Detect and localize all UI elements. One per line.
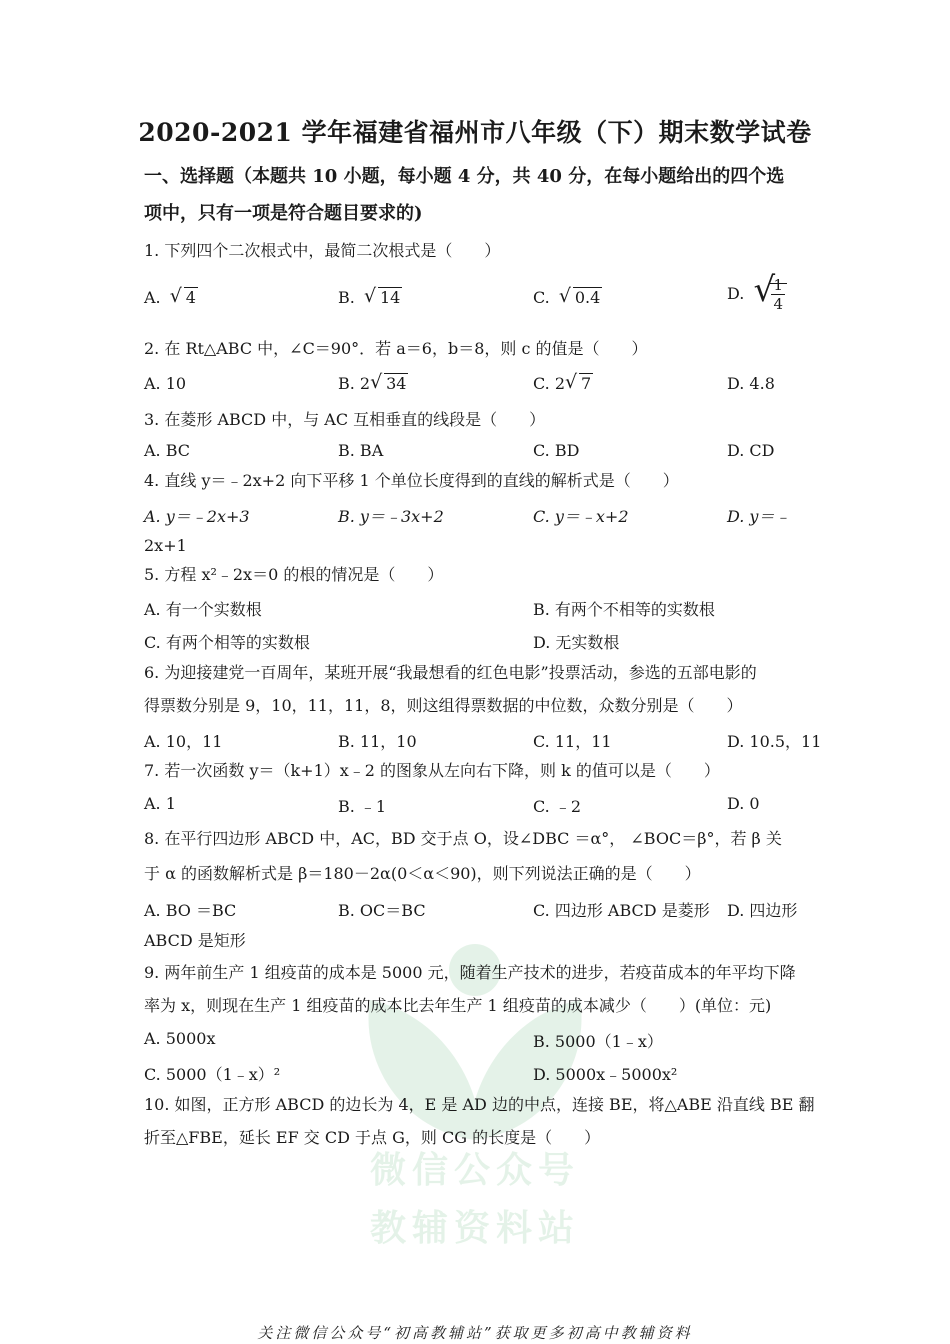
q6-option-d: D. 10.5，11 [727,732,822,751]
watermark-text-2: 教辅资料站 [369,1208,580,1249]
q3-option-d: D. CD [727,441,775,460]
page-title: 2020-2021 学年福建省福州市八年级（下）期末数学试卷 [138,118,812,147]
question-10-stem-line-2: 折至△FBE，延长 EF 交 CD 于点 G，则 CG 的长度是（ ） [144,1128,601,1147]
q7-option-d: D. 0 [727,794,760,813]
q1-option-a: A. √ 4 [144,285,196,307]
q8-option-c: C. 四边形 ABCD 是菱形 [533,901,710,920]
q7-option-c: C. ﹣2 [533,797,582,816]
q3-option-a: A. BC [144,441,191,460]
q9-option-c: C. 5000（1﹣x）² [144,1065,281,1084]
q2-option-d: D. 4.8 [727,374,775,393]
q8-option-d-continued: ABCD 是矩形 [144,931,246,950]
q5-option-c: C. 有两个相等的实数根 [144,633,310,652]
question-5-stem: 5. 方程 x²﹣2x＝0 的根的情况是（ ） [144,565,444,584]
question-5-options-row-2 [144,630,814,658]
question-9-stem-line-1: 9. 两年前生产 1 组疫苗的成本是 5000 元，随着生产技术的进步，若疫苗成本的年平均下降 [144,963,796,982]
sqrt-symbol: √ 0.4 [558,285,601,307]
q6-option-b: B. 11，10 [338,732,417,751]
question-4-options [144,504,814,532]
q4-option-b: B. y＝﹣3x+2 [338,507,444,526]
watermark-text-1: 微信公众号 [369,1150,580,1191]
question-1-options [144,270,814,316]
q9-option-a: A. 5000x [144,1029,216,1048]
question-8-stem-line-1: 8. 在平行四边形 ABCD 中，AC，BD 交于点 O，设∠DBC ＝α°， ∠BOC＝β°，若 β 关 [144,829,782,848]
q4-option-a: A. y＝﹣2x+3 [144,507,250,526]
q5-option-b: B. 有两个不相等的实数根 [533,600,715,619]
question-8-stem-line-2: 于 α 的函数解析式是 β＝180－2α(0＜α＜90)，则下列说法正确的是（ ） [144,864,701,883]
question-5-options-row-1 [144,597,814,625]
question-6-stem-line-2: 得票数分别是 9，10，11，11，8，则这组得票数据的中位数，众数分别是（ ） [144,696,743,715]
q8-option-d: D. 四边形 [727,901,798,920]
q7-option-a: A. 1 [144,794,176,813]
question-10-stem-line-1: 10. 如图，正方形 ABCD 的边长为 4，E 是 AD 边的中点，连接 BE，将△ABE 沿直线 BE 翻 [144,1095,815,1114]
q8-option-b: B. OC＝BC [338,901,426,920]
q3-option-b: B. BA [338,441,384,460]
question-2-stem: 2. 在 Rt△ABC 中，∠C＝90°．若 a＝6，b＝8，则 c 的值是（ ） [144,339,648,358]
question-8-options [144,898,814,926]
sqrt-symbol: √ 34 [370,371,407,393]
q3-option-c: C. BD [533,441,580,460]
question-9-stem-line-2: 率为 x，则现在生产 1 组疫苗的成本比去年生产 1 组疫苗的成本减少（ ）(单位：元) [144,996,772,1015]
q8-option-a: A. BO ＝BC [144,901,237,920]
question-9-options-row-1 [144,1029,814,1057]
q1-option-b: B. √ 14 [338,285,401,307]
sqrt-symbol: √ 14 [363,285,401,307]
question-4-stem: 4. 直线 y＝﹣2x+2 向下平移 1 个单位长度得到的直线的解析式是（ ） [144,471,679,490]
sqrt-symbol: √ 4 [169,285,196,307]
q7-option-b: B. ﹣1 [338,797,387,816]
q2-option-a: A. 10 [144,374,187,393]
q9-option-b: B. 5000（1﹣x） [533,1032,663,1051]
question-2-options [144,371,814,402]
footer-notice: 关注微信公众号“初高教辅站”获取更多初高中教辅资料 [257,1324,693,1342]
q1-option-c: C. √ 0.4 [533,285,601,307]
question-1-stem: 1. 下列四个二次根式中，最简二次根式是（ ） [144,241,501,260]
question-6-options [144,729,822,757]
question-9-options-row-2 [144,1062,814,1090]
q4-option-d-continued: 2x+1 [144,536,187,555]
sqrt-symbol: √ $\frac{1}{4}$ [753,276,787,313]
q2-option-c: C. 2 √ 7 [533,371,592,393]
q5-option-a: A. 有一个实数根 [144,600,262,619]
q9-option-d: D. 5000x﹣5000x² [533,1065,678,1084]
question-3-stem: 3. 在菱形 ABCD 中，与 AC 互相垂直的线段是（ ） [144,410,546,429]
q1-option-d: D. √ $\frac{1}{4}$ [727,276,787,313]
q4-option-c: C. y＝﹣x+2 [533,507,629,526]
q4-option-d: D. y＝﹣ [727,507,791,526]
question-7-stem: 7. 若一次函数 y＝（k+1）x﹣2 的图象从左向右下降，则 k 的值可以是（ ） [144,761,720,780]
q2-option-b: B. 2 √ 34 [338,371,407,393]
question-6-stem-line-1: 6. 为迎接建党一百周年，某班开展“我最想看的红色电影”投票活动，参选的五部电影的 [144,663,757,682]
q6-option-a: A. 10，11 [144,732,223,751]
question-7-options [144,794,814,822]
sqrt-symbol: √ 7 [565,371,592,393]
q6-option-c: C. 11，11 [533,732,612,751]
q5-option-d: D. 无实数根 [533,633,620,652]
section-heading-line-2: 项中，只有一项是符合题目要求的) [144,203,423,224]
section-heading-line-1: 一、选择题（本题共 10 小题，每小题 4 分，共 40 分，在每小题给出的四个选 [144,166,785,187]
